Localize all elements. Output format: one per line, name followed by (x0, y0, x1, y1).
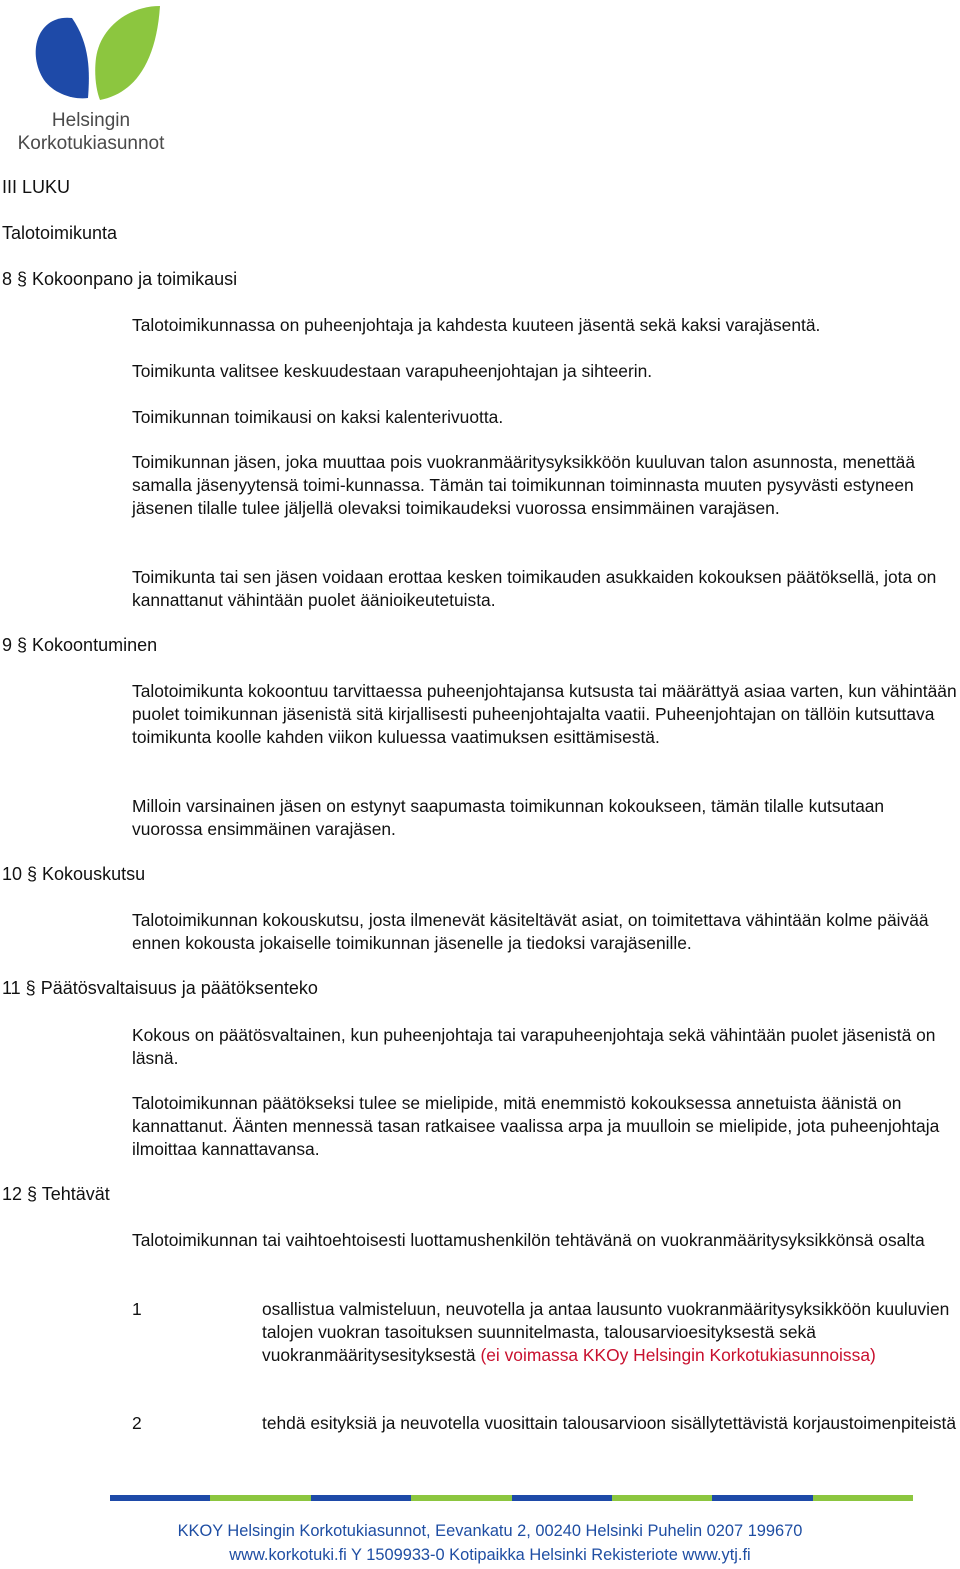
section-8-paragraph-1: Talotoimikunnassa on puheenjohtaja ja kahdesta kuuteen jäsentä sekä kaksi varajäsentä. (132, 315, 821, 335)
list-item-number: 2 (132, 1413, 142, 1433)
section-8-heading: 8 § Kokoonpano ja toimikausi (2, 269, 238, 289)
list-item-number: 1 (132, 1299, 142, 1319)
section-11-paragraph-1: Kokous on päätösvaltainen, kun puheenjohtaja tai varapuheenjohtaja sekä vähintään puolet jäsenistä on läsnä. (132, 1025, 936, 1068)
section-10-heading: 10 § Kokouskutsu (2, 864, 146, 884)
company-logo (6, 4, 166, 154)
footer-bar-segment (110, 1495, 210, 1501)
chapter-heading: III LUKU (2, 177, 71, 197)
logo-text-line1: Helsingin (51, 110, 131, 131)
logo-text-line2: Korkotukiasunnot (17, 133, 165, 154)
footer-bar-segment (612, 1495, 712, 1501)
leaf-logo-icon (20, 4, 166, 104)
footer-bar-segment (512, 1495, 612, 1501)
section-9-paragraph-1: Talotoimikunta kokoontuu tarvittaessa puheenjohtajansa kutsusta tai määrättyä asiaa varten, kun vähintään puolet toimikunnan jäsenistä sitä kirjallisesti puheenjohtajalta vaatii. Puheenjohtajan on tällöin kutsuttava toimikunta koolle kahden viikon kuluessa vaatimuksen esittämisestä. (132, 681, 957, 747)
section-8-paragraph-4: Toimikunnan jäsen, joka muuttaa pois vuokranmääritysyksikköön kuuluvan talon asunnosta, menettää samalla jäsenyytensä toimi-kunnassa. Tämän tai toimikunnan toiminnasta muuten pysyvästi estyneen jäsenen tilalle tulee jäljellä olevaksi toimikaudeksi vuorossa ensimmäinen varajäsen. (132, 452, 916, 518)
section-10-paragraph-1: Talotoimikunnan kokouskutsu, josta ilmenevät käsiteltävät asiat, on toimitettava vähintään kolme päivää ennen kokousta jokaiselle toimikunnan jäsenelle ja tiedoksi varajäsenille. (132, 910, 929, 953)
footer-address: KKOY Helsingin Korkotukiasunnot, Eevankatu 2, 00240 Helsinki Puhelin 0207 199670 (177, 1522, 803, 1540)
section-9-paragraph-2: Milloin varsinainen jäsen on estynyt saapumasta toimikunnan kokoukseen, tämän tilalle kutsutaan vuorossa ensimmäinen varajäsen. (132, 796, 885, 839)
section-12-heading: 12 § Tehtävät (2, 1184, 110, 1204)
page-title: Talotoimikunta (2, 223, 118, 243)
list-item-body: osallistua valmisteluun, neuvotella ja antaa lausunto vuokranmääritysyksikköön kuuluvien talojen vuokran tasoituksen suunnitelmasta, talousarvioesityksestä sekä vuokranmääritysesityksestä (262, 1299, 950, 1365)
list-item-text (262, 1298, 960, 1367)
section-12-intro: Talotoimikunnan tai vaihtoehtoisesti luottamushenkilön tehtävänä on vuokranmääritysyksikkönsä osalta (132, 1230, 925, 1250)
footer-bar-segment (311, 1495, 411, 1501)
section-8-paragraph-5: Toimikunta tai sen jäsen voidaan erottaa kesken toimikauden asukkaiden kokouksen päätöksellä, jota on kannattanut vähintään puolet äänioikeutetuista. (132, 567, 937, 610)
section-8-paragraph-2: Toimikunta valitsee keskuudestaan varapuheenjohtajan ja sihteerin. (132, 361, 653, 381)
footer-contact: www.korkotuki.fi Y 1509933-0 Kotipaikka Helsinki Rekisteriote www.ytj.fi (229, 1546, 751, 1564)
section-11-heading: 11 § Päätösvaltaisuus ja päätöksenteko (2, 978, 318, 998)
footer-bar-segment (210, 1495, 310, 1501)
footer-bar-segment (813, 1495, 913, 1501)
section-11-paragraph-2: Talotoimikunnan päätökseksi tulee se mielipide, mitä enemmistö kokouksessa annetuista äänistä on kannattanut. Äänten mennessä tasan ratkaisee vaalissa arpa ja muulloin se mielipide, jota puheenjohtaja ilmoittaa kannattavansa. (132, 1093, 940, 1159)
footer-bar-segment (411, 1495, 511, 1501)
section-8-paragraph-3: Toimikunnan toimikausi on kaksi kalenterivuotta. (132, 407, 504, 427)
section-9-heading: 9 § Kokoontuminen (2, 635, 158, 655)
footer-bar-segment (712, 1495, 812, 1501)
list-item-note: (ei voimassa KKOy Helsingin Korkotukiasunnoissa) (480, 1345, 876, 1365)
list-item-text: tehdä esityksiä ja neuvotella vuosittain talousarvioon sisällytettävistä korjaustoimenpiteistä (262, 1413, 957, 1433)
footer-divider-bars (110, 1495, 913, 1501)
